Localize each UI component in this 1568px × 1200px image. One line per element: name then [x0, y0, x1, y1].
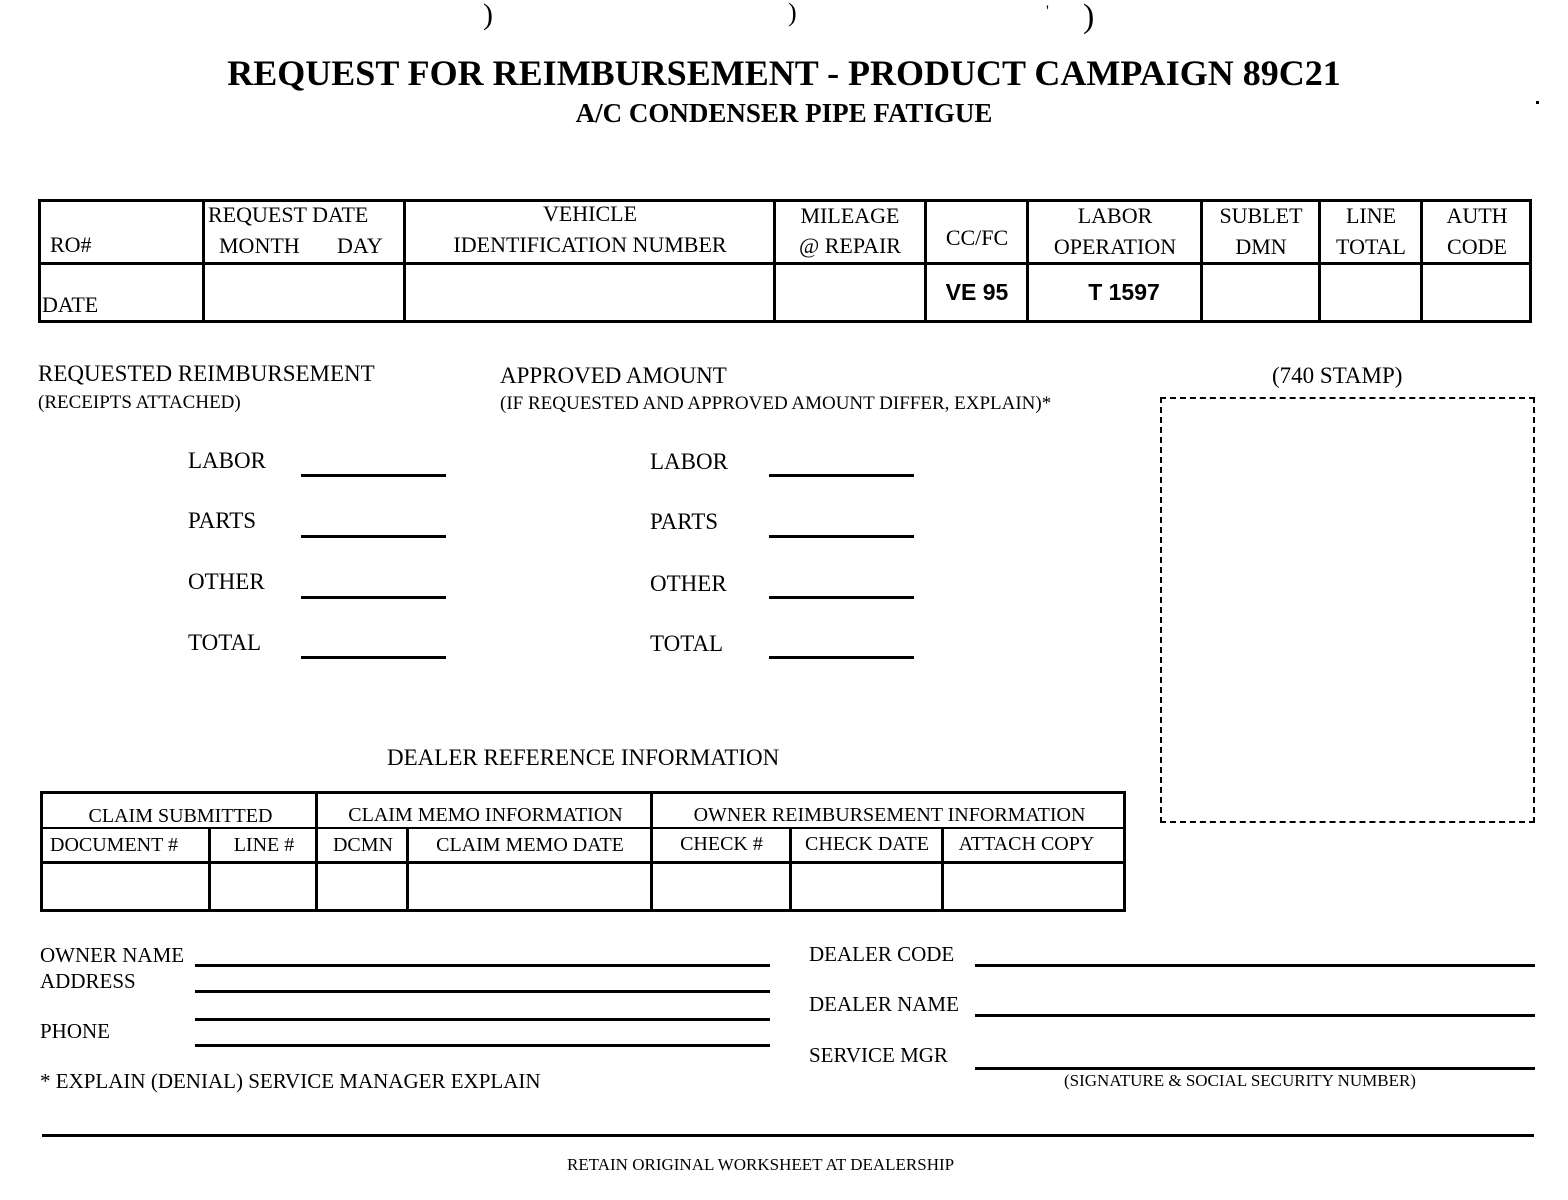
- labor-operation-header: OPERATION: [1053, 234, 1177, 259]
- dcmn-header: DCMN: [332, 834, 393, 856]
- check-date-input[interactable]: [794, 866, 939, 908]
- dealer-name-label: DEALER NAME: [809, 992, 959, 1016]
- signature-note: (SIGNATURE & SOCIAL SECURITY NUMBER): [1064, 1071, 1416, 1090]
- dealer-reference-heading: DEALER REFERENCE INFORMATION: [387, 745, 780, 770]
- requested-other-line: [301, 596, 446, 599]
- auth-code-input[interactable]: [1425, 268, 1529, 318]
- auth-code-header: AUTH: [1446, 203, 1508, 228]
- requested-total-input[interactable]: [301, 628, 446, 656]
- attach-copy-header: ATTACH COPY: [958, 833, 1095, 855]
- sublet-input[interactable]: [1205, 268, 1316, 318]
- requested-labor-line: [301, 474, 446, 477]
- explanation-input[interactable]: [42, 1100, 1534, 1132]
- document-number-input[interactable]: [45, 866, 206, 908]
- page-title: REQUEST FOR REIMBURSEMENT - PRODUCT CAMPAIGN 89C21: [227, 53, 1341, 93]
- sublet-header: SUBLET: [1219, 203, 1303, 228]
- stray-mark: ): [483, 0, 493, 31]
- document-number-header: DOCUMENT #: [50, 834, 178, 856]
- line-number-header: LINE #: [233, 834, 295, 856]
- check-number-input[interactable]: [655, 866, 787, 908]
- table-divider: [38, 262, 1532, 265]
- line-number-input[interactable]: [213, 866, 313, 908]
- explanation-line: [42, 1134, 1534, 1137]
- claim-memo-header: CLAIM MEMO INFORMATION: [348, 804, 623, 826]
- claim-memo-date-input[interactable]: [411, 866, 648, 908]
- ro-input[interactable]: [44, 268, 199, 290]
- sublet-header: DMN: [1235, 234, 1287, 259]
- requested-reimbursement-heading: REQUESTED REIMBURSEMENT: [38, 361, 375, 386]
- approved-parts-input[interactable]: [769, 507, 914, 535]
- table-divider: [202, 199, 205, 323]
- line-total-header: TOTAL: [1336, 234, 1406, 259]
- phone-line: [195, 1044, 770, 1047]
- attach-copy-input[interactable]: [946, 866, 1122, 908]
- dealer-name-input[interactable]: [975, 986, 1535, 1014]
- approved-labor-label: LABOR: [650, 449, 728, 474]
- dealer-code-line: [975, 964, 1535, 967]
- vin-header: VEHICLE: [542, 201, 638, 226]
- address-input[interactable]: [195, 966, 770, 988]
- requested-parts-label: PARTS: [188, 508, 257, 533]
- footer-note: RETAIN ORIGINAL WORKSHEET AT DEALERSHIP: [567, 1155, 955, 1174]
- phone-label: PHONE: [40, 1019, 111, 1043]
- approved-explain-note: (IF REQUESTED AND APPROVED AMOUNT DIFFER, EXPLAIN)*: [500, 393, 1052, 414]
- ccfc-header: CC/FC: [945, 225, 1009, 250]
- address-line: [195, 990, 770, 993]
- requested-total-line: [301, 656, 446, 659]
- mileage-header: @ REPAIR: [799, 233, 901, 258]
- dealer-name-line: [975, 1014, 1535, 1017]
- day-header: DAY: [337, 233, 383, 258]
- claim-memo-date-header: CLAIM MEMO DATE: [436, 834, 624, 856]
- explain-note: * EXPLAIN (DENIAL) SERVICE MANAGER EXPLAIN: [40, 1069, 541, 1093]
- line-total-input[interactable]: [1323, 268, 1418, 318]
- labor-operation-header: LABOR: [1077, 203, 1153, 228]
- requested-total-label: TOTAL: [188, 630, 262, 655]
- requested-other-label: OTHER: [188, 569, 265, 594]
- service-manager-signature-input[interactable]: [975, 1038, 1535, 1066]
- approved-labor-line: [769, 474, 914, 477]
- ro-header: RO#: [50, 232, 92, 257]
- table-divider: [40, 827, 1126, 829]
- approved-labor-input[interactable]: [769, 446, 914, 474]
- phone-input[interactable]: [195, 1020, 770, 1042]
- stamp-area[interactable]: [1160, 397, 1535, 823]
- approved-other-label: OTHER: [650, 571, 727, 596]
- approved-total-input[interactable]: [769, 628, 914, 656]
- ccfc-value: VE 95: [945, 279, 1009, 305]
- check-number-header: CHECK #: [680, 833, 763, 855]
- stamp-label: (740 STAMP): [1272, 363, 1403, 388]
- page-subtitle: A/C CONDENSER PIPE FATIGUE: [575, 98, 993, 128]
- month-header: MONTH: [219, 233, 300, 258]
- auth-code-header: CODE: [1447, 234, 1507, 259]
- owner-name-label: OWNER NAME: [40, 943, 185, 967]
- labor-operation-value: T 1597: [1088, 279, 1160, 305]
- stray-mark: ): [1083, 0, 1095, 35]
- stray-mark: ': [1046, 3, 1049, 20]
- dealer-code-input[interactable]: [975, 936, 1535, 964]
- owner-reimbursement-header: OWNER REIMBURSEMENT INFORMATION: [693, 804, 1086, 826]
- approved-parts-line: [769, 535, 914, 538]
- claim-submitted-header: CLAIM SUBMITTED: [88, 805, 273, 827]
- date-label: DATE: [42, 292, 99, 317]
- requested-other-input[interactable]: [301, 568, 446, 596]
- request-date-header: REQUEST DATE: [208, 202, 369, 227]
- receipts-attached-note: (RECEIPTS ATTACHED): [38, 392, 241, 413]
- vin-header: IDENTIFICATION NUMBER: [453, 232, 727, 257]
- dcmn-input[interactable]: [320, 866, 404, 908]
- service-manager-line: [975, 1067, 1535, 1070]
- line-total-header: LINE: [1345, 203, 1397, 228]
- requested-parts-line: [301, 535, 446, 538]
- requested-parts-input[interactable]: [301, 507, 446, 535]
- approved-total-line: [769, 656, 914, 659]
- approved-parts-label: PARTS: [650, 509, 719, 534]
- requested-labor-input[interactable]: [301, 446, 446, 474]
- table-divider: [40, 861, 1126, 864]
- approved-other-line: [769, 596, 914, 599]
- mileage-input[interactable]: [778, 268, 922, 318]
- stray-dot: [1536, 101, 1539, 104]
- vin-input[interactable]: [408, 268, 771, 318]
- stray-mark: ): [788, 0, 797, 27]
- approved-total-label: TOTAL: [650, 631, 724, 656]
- dealer-code-label: DEALER CODE: [809, 942, 955, 966]
- check-date-header: CHECK DATE: [805, 833, 929, 855]
- table-divider: [924, 199, 927, 323]
- service-manager-label: SERVICE MGR: [809, 1043, 948, 1067]
- approved-amount-heading: APPROVED AMOUNT: [500, 363, 727, 388]
- approved-other-input[interactable]: [769, 568, 914, 596]
- owner-name-input[interactable]: [195, 938, 770, 962]
- request-date-input[interactable]: [207, 268, 401, 318]
- requested-labor-label: LABOR: [188, 448, 266, 473]
- mileage-header: MILEAGE: [800, 203, 900, 228]
- address-label: ADDRESS: [40, 969, 136, 993]
